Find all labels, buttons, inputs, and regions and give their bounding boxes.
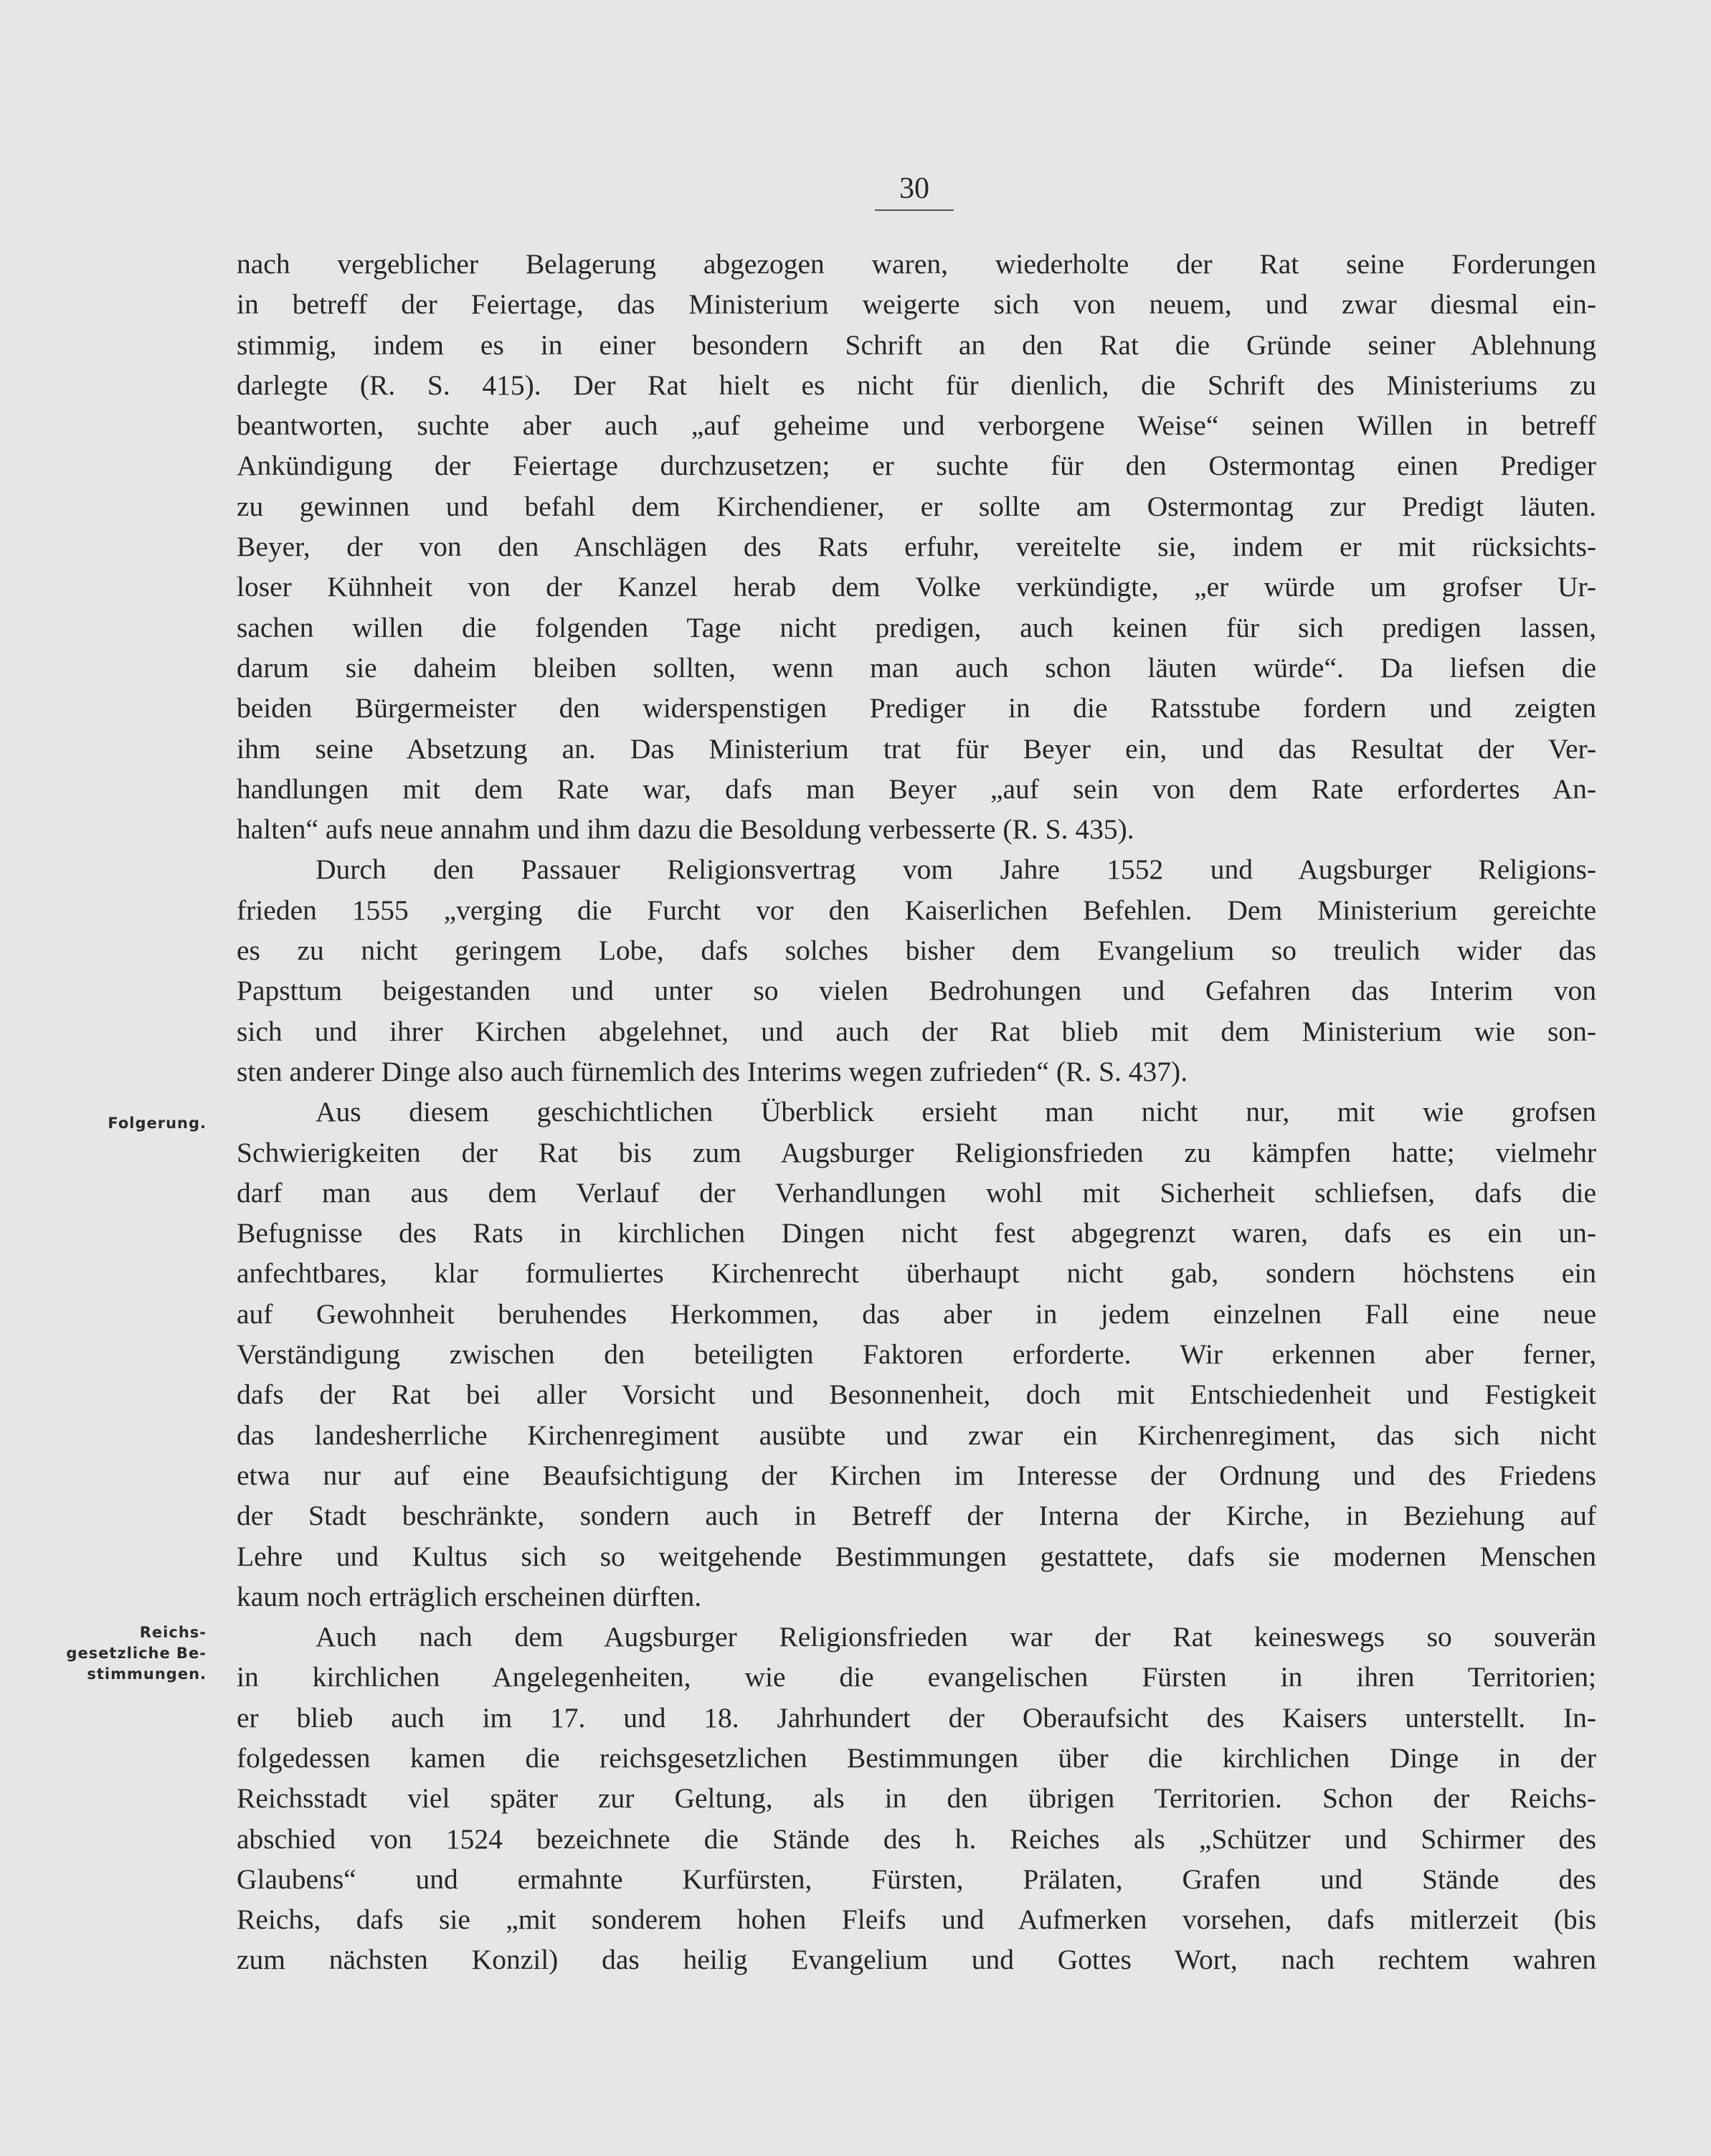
text-line: folgedessen kamen die reichsgesetzlichen Bestimmungen über die kirchlichen Dinge in der xyxy=(237,1741,1596,1774)
text-line: loser Kühnheit von der Kanzel herab dem Volke verkündigte, „er würde um grofser Ur- xyxy=(237,571,1596,603)
text-line: darlegte (R. S. 415). Der Rat hielt es nicht für dienlich, die Schrift des Ministeriums zu xyxy=(237,369,1596,401)
text-line: etwa nur auf eine Beaufsichtigung der Kirchen im Interesse der Ordnung und des Friedens xyxy=(237,1459,1596,1491)
margin-note-line: gesetzliche Be- xyxy=(66,1645,207,1662)
margin-note-line: stimmungen. xyxy=(87,1665,207,1683)
text-line: dafs der Rat bei aller Vorsicht und Besonnenheit, doch mit Entschiedenheit und Festigkeit xyxy=(237,1379,1596,1411)
text-line: Verständigung zwischen den beteiligten Faktoren erforderte. Wir erkennen aber ferner, xyxy=(237,1338,1596,1371)
text-line: darum sie daheim bleiben sollten, wenn man auch schon läuten würde“. Da liefsen die xyxy=(237,651,1596,684)
text-line: es zu nicht geringem Lobe, dafs solches bisher dem Evangelium so treulich wider das xyxy=(237,935,1596,967)
text-line: beiden Bürgermeister den widerspenstigen Prediger in die Ratsstube fordern und zeigten xyxy=(237,692,1596,724)
text-line: Beyer, der von den Anschlägen des Rats erfuhr, vereitelte sie, indem er mit rücksichts- xyxy=(237,531,1596,563)
text-line: beantworten, suchte aber auch „auf geheime und verborgene Weise“ seinen Willen in betreff xyxy=(237,410,1596,442)
text-line: darf man aus dem Verlauf der Verhandlungen wohl mit Sicherheit schliefsen, dafs die xyxy=(237,1176,1596,1209)
text-line: Schwierigkeiten der Rat bis zum Augsburger Religionsfrieden zu kämpfen hatte; vielmehr xyxy=(237,1136,1596,1168)
margin-note-line: Reichs- xyxy=(139,1624,207,1641)
text-line: Ankündigung der Feiertage durchzusetzen; er suchte für den Ostermontag einen Prediger xyxy=(237,450,1596,482)
text-line: in betreff der Feiertage, das Ministerium weigerte sich von neuem, und zwar diesmal ein- xyxy=(237,288,1596,321)
text-line: er blieb auch im 17. und 18. Jahrhundert der Oberaufsicht des Kaisers unterstellt. In- xyxy=(237,1701,1596,1734)
text-line: Auch nach dem Augsburger Religionsfrieden war der Rat keineswegs so souverän xyxy=(316,1621,1596,1653)
text-line: Reichsstadt viel später zur Geltung, als in den übrigen Territorien. Schon der Reichs- xyxy=(237,1782,1596,1815)
margin-note-folgerung: Folgerung. xyxy=(108,1115,207,1132)
text-line: halten“ aufs neue annahm und ihm dazu die Besoldung verbesserte (R. S. 435). xyxy=(237,813,1134,846)
text-line: sten anderer Dinge also auch fürnemlich des Interims wegen zufrieden“ (R. S. 437). xyxy=(237,1055,1188,1087)
text-line: nach vergeblicher Belagerung abgezogen waren, wiederholte der Rat seine Forderungen xyxy=(237,248,1596,280)
text-line: Befugnisse des Rats in kirchlichen Dingen nicht fest abgegrenzt waren, dafs es ein un- xyxy=(237,1217,1596,1249)
text-line: kaum noch erträglich erscheinen dürften. xyxy=(237,1580,702,1612)
body-text xyxy=(237,244,1596,1980)
text-line: sich und ihrer Kirchen abgelehnet, und auch der Rat blieb mit dem Ministerium wie son- xyxy=(237,1015,1596,1047)
page-number: 30 xyxy=(875,171,954,211)
text-line: der Stadt beschränkte, sondern auch in Betreff der Interna der Kirche, in Beziehung auf xyxy=(237,1500,1596,1532)
text-line: Lehre und Kultus sich so weitgehende Bestimmungen gestattete, dafs sie modernen Menschen xyxy=(237,1540,1596,1572)
text-line: handlungen mit dem Rate war, dafs man Beyer „auf sein von dem Rate erfordertes An- xyxy=(237,772,1596,805)
text-line: stimmig, indem es in einer besondern Schrift an den Rat die Gründe seiner Ablehnung xyxy=(237,328,1596,361)
text-line: ihm seine Absetzung an. Das Ministerium trat für Beyer ein, und das Resultat der Ver- xyxy=(237,732,1596,765)
text-line: abschied von 1524 bezeichnete die Stände des h. Reiches als „Schützer und Schirmer des xyxy=(237,1822,1596,1855)
text-line: zu gewinnen und befahl dem Kirchendiener, er sollte am Ostermontag zur Predigt läuten. xyxy=(237,490,1596,522)
text-line: in kirchlichen Angelegenheiten, wie die evangelischen Fürsten in ihren Territorien; xyxy=(237,1661,1596,1693)
text-line: sachen willen die folgenden Tage nicht predigen, auch keinen für sich predigen lassen, xyxy=(237,611,1596,643)
text-line: das landesherrliche Kirchenregiment ausübte und zwar ein Kirchenregiment, das sich nicht xyxy=(237,1419,1596,1451)
margin-note-reichsgesetzliche-bestimmungen xyxy=(57,1622,207,1685)
text-line: zum nächsten Konzil) das heilig Evangelium und Gottes Wort, nach rechtem wahren xyxy=(237,1944,1596,1976)
text-line: frieden 1555 „verging die Furcht vor den Kaiserlichen Befehlen. Dem Ministerium gereichte xyxy=(237,894,1596,926)
text-line: Papsttum beigestanden und unter so vielen Bedrohungen und Gefahren das Interim von xyxy=(237,975,1596,1007)
text-line: anfechtbares, klar formuliertes Kirchenrecht überhaupt nicht gab, sondern höchstens ein xyxy=(237,1257,1596,1290)
text-line: Reichs, dafs sie „mit sonderem hohen Fleifs und Aufmerken vorsehen, dafs mitlerzeit (bis xyxy=(237,1904,1596,1936)
text-line: auf Gewohnheit beruhendes Herkommen, das aber in jedem einzelnen Fall eine neue xyxy=(237,1297,1596,1330)
text-line: Glaubens“ und ermahnte Kurfürsten, Fürsten, Prälaten, Grafen und Stände des xyxy=(237,1863,1596,1895)
text-line: Durch den Passauer Religionsvertrag vom Jahre 1552 und Augsburger Religions- xyxy=(316,854,1596,886)
text-line: Aus diesem geschichtlichen Überblick ersieht man nicht nur, mit wie grofsen xyxy=(316,1096,1596,1128)
